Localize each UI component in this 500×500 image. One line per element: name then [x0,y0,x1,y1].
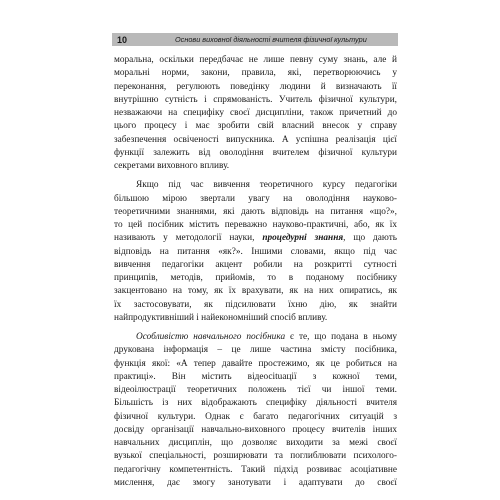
text-line: моральна, оскільки передбачає не лише певну суму знань, але й [114,55,397,65]
text-line: педагогічну компетентність. Такий підхід розвиває асоціативне [114,464,397,475]
text-line: більшою мірою звертали увагу на оволодіння науково- [114,193,397,204]
paragraph-1 [114,54,397,173]
page-header [112,33,398,46]
page-number: 10 [117,34,128,45]
text-line: друкована інформація – це лише частина змісту посібника, [114,345,397,356]
text-line: секретами виховного впливу. [114,161,230,171]
text-line: то цей посібник містить переважно науково-практичні, або, як їх [114,220,397,230]
text-line: моральні норми, закони, правила, які, перетворюючись у [114,68,397,79]
emphasis-text: Особливістю навчального посібника [136,332,286,342]
text-line: фізичної культури. Однак є багато педагогічних ситуацій з [114,411,397,422]
text-line: Особливістю навчального посібника є те, що подана в ньому [136,332,397,342]
text-line: теоретичними знаннями, які дають відповідь на питання «що?», [114,206,397,217]
text-line: практиці». Він містить відеосituації з кожної теми, [114,371,397,382]
text-line: переконання, регулюють поведінку людини й визначають її [114,81,397,92]
text-line: навчальних дисциплін, що дозволяє виходити за межі своєї [114,438,397,448]
text-line: вивчення педагогіки акцент робили на розкритті сутності [114,259,397,270]
text-line: вузької спеціальності, розширювати та поглиблювати психолого- [114,451,397,462]
text-line: внутрішню сутність і спрямованість. Учитель фізичної культури, [114,94,397,105]
text-line: незважаючи на специфіку своєї дисципліни, також причетний до [114,108,397,118]
text-line: досвіду організації навчально-виховного процесу вчителів інших [114,424,397,435]
text-line: функції залежить від оволодіння вчителем фізичної культури [114,147,397,158]
text-line: принципів, методів, прийомів, то в поданому посібнику [114,273,397,283]
text-line: найпродуктивніший і найекономніший спосіб впливу. [114,312,328,323]
emphasis-text: процедурні знання [262,233,344,244]
text-line: мислення, дає змогу занотувати і адаптувати до своєї [114,477,397,488]
paragraph-3 [114,331,397,490]
text-line: забезпечення освіченості випускника. А успішна реалізація цієї [114,134,397,145]
text-line: називають у методології науки, процедурні знання, що дають [114,233,397,244]
text-line: цього процесу і має зробити свій власний внесок у справу [114,121,397,132]
text-line: їх застосовувати, як підсилювати їхню дію, як знайти [114,299,397,310]
body-text [114,54,397,490]
text-line: відеоілюстрації теоретичних положень тієї чи іншої теми. [114,385,397,395]
text-line: Більшість із них відображають специфіку діяльності вчителя [114,398,397,409]
text-line: функція якої: «А тепер давайте простежимо, як це робиться на [114,358,397,369]
text-line: відповідь на питання «як?». Іншими словами, якщо під час [114,246,397,257]
paragraph-2 [114,179,397,325]
running-title: Основи виховної діяльності вчителя фізичної культури [175,35,367,44]
text-line: закцентовано на тому, як їх врахувати, як на них опиратись, як [114,286,397,297]
text-line: Якщо під час вивчення теоретичного курсу педагогіки [136,180,397,191]
